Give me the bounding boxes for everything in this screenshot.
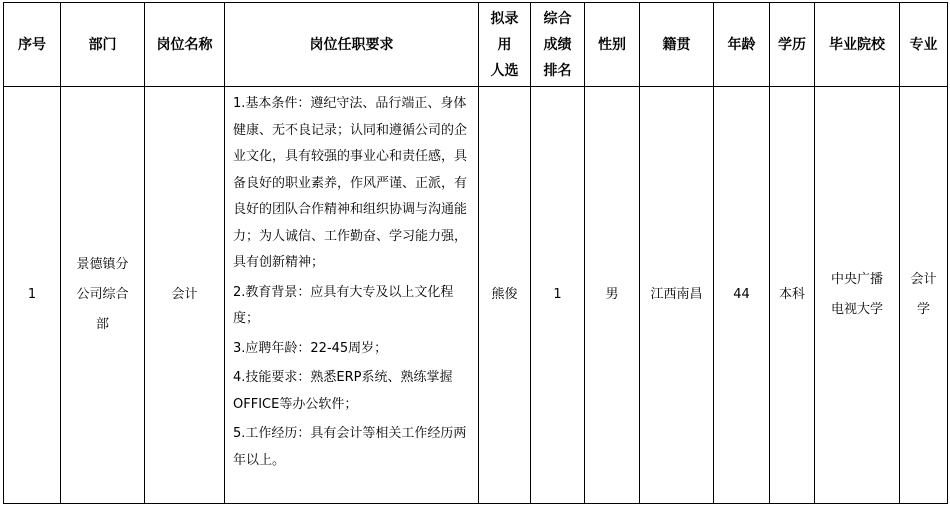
requirement-item: 1.基本条件：遵纪守法、品行端正、身体健康、无不良记录；认同和遵循公司的企业文化，具有较强的事业心和责任感，具备良好的职业素养，作风严谨、正派，有良好的团队合作精神和组织协调与沟通能力；为人诚信、工作勤奋、学习能力强，具有创新精神； bbox=[233, 96, 468, 270]
cell-school-line: 电视大学 bbox=[830, 302, 883, 317]
requirement-item: 3.应聘年龄：22-45周岁； bbox=[233, 340, 388, 356]
cell-position: 会计 bbox=[145, 87, 225, 504]
cell-rank: 1 bbox=[531, 87, 585, 504]
requirement-item: 5.工作经历：具有会计等相关工作经历两年以上。 bbox=[233, 426, 467, 468]
cell-origin: 江西南昌 bbox=[640, 87, 714, 504]
cell-dept-line: 公司综合 bbox=[76, 287, 129, 302]
header-rank-line: 成绩 bbox=[543, 36, 572, 53]
cell-candidate: 熊俊 bbox=[479, 87, 531, 504]
header-rank-line: 排名 bbox=[543, 62, 572, 79]
cell-seq: 1 bbox=[4, 87, 61, 504]
cell-dept-line: 部 bbox=[95, 317, 109, 332]
header-rank-line: 综合 bbox=[543, 10, 572, 27]
recruitment-table bbox=[3, 2, 948, 504]
cell-school bbox=[815, 87, 900, 504]
cell-age: 44 bbox=[714, 87, 770, 504]
cell-major-line: 会计 bbox=[910, 272, 937, 287]
header-position: 岗位名称 bbox=[145, 3, 225, 87]
header-origin: 籍贯 bbox=[640, 3, 714, 87]
requirement-item: 2.教育背景：应具有大专及以上文化程度； bbox=[233, 284, 454, 326]
header-candidate-line: 用 bbox=[497, 36, 512, 53]
cell-dept bbox=[61, 87, 145, 504]
cell-school-line: 中央广播 bbox=[830, 272, 883, 287]
header-education: 学历 bbox=[770, 3, 815, 87]
header-candidate bbox=[479, 3, 531, 87]
cell-requirements bbox=[225, 87, 479, 504]
header-candidate-line: 拟录 bbox=[490, 10, 519, 27]
header-age: 年龄 bbox=[714, 3, 770, 87]
header-seq: 序号 bbox=[4, 3, 61, 87]
recruitment-table-container bbox=[3, 2, 947, 504]
cell-major-line: 学 bbox=[916, 302, 930, 317]
header-requirements: 岗位任职要求 bbox=[225, 3, 479, 87]
header-row bbox=[4, 3, 948, 87]
header-school: 毕业院校 bbox=[815, 3, 900, 87]
header-rank bbox=[531, 3, 585, 87]
header-dept: 部门 bbox=[61, 3, 145, 87]
cell-education: 本科 bbox=[770, 87, 815, 504]
header-gender: 性别 bbox=[585, 3, 640, 87]
cell-gender: 男 bbox=[585, 87, 640, 504]
cell-major bbox=[900, 87, 948, 504]
requirement-item: 4.技能要求：熟悉ERP系统、熟练掌握OFFICE等办公软件； bbox=[233, 370, 453, 412]
table-row bbox=[4, 87, 948, 504]
cell-dept-line: 景德镇分 bbox=[76, 257, 129, 272]
header-major: 专业 bbox=[900, 3, 948, 87]
header-candidate-line: 人选 bbox=[490, 62, 519, 79]
